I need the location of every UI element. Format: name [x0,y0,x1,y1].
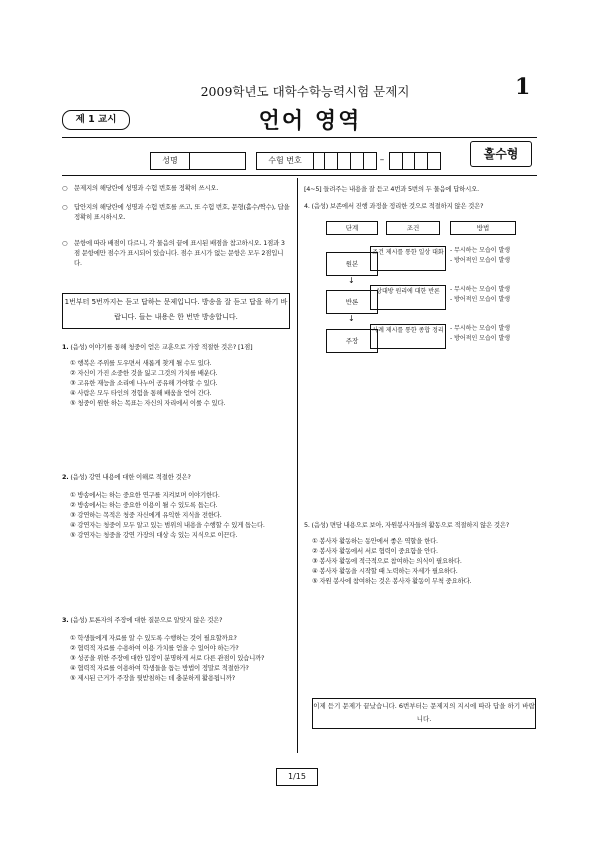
option[interactable]: ④ 사람은 모두 타인의 경험을 통해 배움을 얻어 간다. [70,389,212,397]
table-header: 조건 [386,221,440,235]
question-2: 2. (음성) 강연 내용에 대한 이해로 적절한 것은? ① 방송에서는 하는 중요한 연구를 지켜보며 이야기한다. ② 방송에서는 하는 중요한 이용이 될 수 있도록 돕는다. ③ 강연하는 목적은 청중 자신에게 유익한 지식을 전한다. ④ 강연자는 청중이 모두 알고 있는 범위의 내용을 수행할 수 있게 돕는다. ⑤ 강연자는 청중을 강연 가장의 대상 속 있는 지식으로 이끈다. [62,472,292,540]
option[interactable]: ③ 성공을 위한 주장에 대한 입장이 분명하게 서로 다른 관점이 있습니까? [70,654,265,662]
exam-number-cell[interactable] [312,152,325,170]
exam-number-cell[interactable] [338,152,351,170]
main-rule [62,175,537,176]
exam-number-cell[interactable] [402,152,415,170]
question-range-instruction: [4~5] 들려주는 내용을 잘 듣고 4번과 5번의 두 물음에 답하시오. [304,185,479,193]
exam-number-cell[interactable] [415,152,428,170]
exam-number-cell[interactable] [389,152,403,170]
exam-title: 2009학년도 대학수학능력시험 문제지 [200,84,410,99]
option[interactable]: ① 방송에서는 하는 중요한 연구를 지켜보며 이야기한다. [70,491,220,499]
option[interactable]: ④ 강연자는 청중이 모두 알고 있는 범위의 내용을 수행할 수 있게 돕는다. [70,521,265,529]
question-5: 5. (음성) 면담 내용으로 보아, 자원봉사자들의 활동으로 적절하지 않은 것은? ① 봉사자 활동하는 동안에서 좋은 역할을 한다. ② 봉사자 활동에서 서로 협력이 중요함을 안다. ③ 봉사자 활동에 적극적으로 참여하는 의식이 필요하다. ④ 봉사자 활동을 시작할 때 노력하는 자세가 필요하다. ⑤ 자원 봉사에 참여하는 것은 봉사자 활동이 무척 중요하다. [304,520,536,586]
period-label: 제 1 교시 [62,110,130,130]
condition-cell: 사례 제시를 통한 종합 정리 [370,324,446,349]
column-divider [297,178,298,753]
option[interactable]: ④ 봉사자 활동을 시작할 때 노력하는 자세가 필요하다. [312,567,458,575]
option[interactable]: ② 협력적 자료를 수용하여 이용 가치를 얻을 수 있어야 하는가? [70,644,239,652]
option[interactable]: ③ 고유한 재능을 소리에 나누어 공유해 가야할 수 있다. [70,379,218,387]
option[interactable]: ① 학생들에게 자료를 알 수 있도록 수행하는 것이 필요할까요? [70,634,237,642]
option[interactable]: ① 봉사자 활동하는 동안에서 좋은 역할을 한다. [312,537,438,545]
question-3: 3. (음성) 토론자의 주장에 대한 질문으로 알맞지 않은 것은? ① 학생들에게 자료를 알 수 있도록 수행하는 것이 필요할까요? ② 협력적 자료를 수용하여 이용 가치를 얻을 수 있어야 하는가? ③ 성공을 위한 주장에 대한 입장이 분명하게 서로 다른 관점이 있습니까? ④ 협력적 자료를 이용하여 학생들을 돕는 방법이 정말로 적절한가? ⑤ 제시된 근거가 주장을 뒷받침하는 데 충분하게 활용됩니까? [62,615,292,683]
down-arrow-icon: ↓ [348,314,355,323]
instruction-note: ○ 답안지의 해당란에 성명과 수험 번호를 쓰고, 또 수험 번호, 문형(홀수/짝수), 답을 정확히 표시하시오. [62,203,290,221]
condition-cell: 조건 제시를 통한 일상 대화 [370,246,446,271]
result-cell: - 무시하는 모습이 발생 - 방어적인 모습이 발생 [450,247,511,264]
option[interactable]: ② 자신이 가진 소중한 것을 잃고 그것의 가치를 배운다. [70,369,218,377]
exam-number-cell[interactable] [325,152,338,170]
exam-number-cell[interactable] [351,152,364,170]
option[interactable]: ⑤ 자원 봉사에 참여하는 것은 봉사자 활동이 무척 중요하다. [312,577,472,585]
form-type-badge: 홀수형 [470,141,532,167]
subject-title: 언어 영역 [258,109,362,134]
name-label: 성명 [150,152,190,170]
option[interactable]: ③ 봉사자 활동에 적극적으로 참여하는 의식이 필요하다. [312,557,462,565]
option[interactable]: ② 봉사자 활동에서 서로 협력이 중요함을 안다. [312,547,438,555]
instruction-note: ○ 문제지의 해당란에 성명과 수험 번호를 정확히 쓰시오. [62,184,219,192]
option[interactable]: ⑤ 청중이 원한 하는 목표는 자신의 자리에서 이룰 수 있다. [70,399,226,407]
option[interactable]: ③ 강연하는 목적은 청중 자신에게 유익한 지식을 전한다. [70,511,222,519]
listening-end-notice: 이제 듣기 문제가 끝났습니다. 6번부터는 문제지의 지시에 따라 답을 하기 바랍니다. [312,698,536,729]
stage-cell: 원본 [326,252,378,276]
name-field[interactable] [189,152,246,170]
exam-number-label: 수험 번호 [256,152,314,170]
table-header: 단계 [326,221,378,235]
option[interactable]: ① 행복은 주위를 도우면서 새롭게 찾게 될 수도 있다. [70,359,212,367]
option[interactable]: ⑤ 제시된 근거가 주장을 뒷받침하는 데 충분하게 활용됩니까? [70,674,235,682]
stage-cell: 반론 [326,290,378,314]
question-1: 1. (음성) 이야기를 통해 청중이 얻은 교훈으로 가장 적절한 것은? [1점] ① 행복은 주위를 도우면서 새롭게 찾게 될 수도 있다. ② 자신이 가진 소중한 것을 잃고 그것의 가치를 배운다. ③ 고유한 재능을 소리에 나누어 공유해 가야할 수 있다. ④ 사람은 모두 타인의 경험을 통해 배움을 얻어 간다. ⑤ 청중이 원한 하는 목표는 자신의 자리에서 이룰 수 있다. [62,342,292,408]
question-4: 4. (음성) 보존에서 진행 과정을 정리한 것으로 적절하지 않은 것은? [304,202,484,210]
result-cell: - 무시하는 모습이 발생 - 방어적인 모습이 발생 [450,286,511,303]
instruction-note: ○ 문항에 따라 배점이 다르니, 각 물음의 끝에 표시된 배점을 참고하시오. 1점과 3점 문항에만 점수가 표시되어 있습니다. 점수 표시가 없는 문항은 모두 2점입니다. [62,239,285,267]
exam-number-dash: – [379,155,385,165]
listening-instructions: 1번부터 5번까지는 듣고 답하는 문제입니다. 방송을 잘 듣고 답을 하기 바랍니다. 들는 내용은 한 번만 방송합니다. [62,293,290,329]
page-number: 1 [515,74,531,100]
header-rule [62,137,537,138]
option[interactable]: ② 방송에서는 하는 중요한 이용이 될 수 있도록 돕는다. [70,501,218,509]
result-cell: - 무시하는 모습이 발생 - 방어적인 모습이 발생 [450,325,511,342]
option[interactable]: ④ 협력적 자료를 이용하여 학생들을 돕는 방법이 정말로 적절한가? [70,664,249,672]
condition-cell: 상대방 원리에 대한 반론 [370,285,446,310]
down-arrow-icon: ↓ [348,276,355,285]
table-header: 방법 [450,221,516,235]
option[interactable]: ⑤ 강연자는 청중을 강연 가장의 대상 속 있는 지식으로 이끈다. [70,531,238,539]
page-footer: 1/15 [276,768,318,786]
exam-number-cell[interactable] [428,152,441,170]
stage-cell: 주장 [326,329,378,353]
